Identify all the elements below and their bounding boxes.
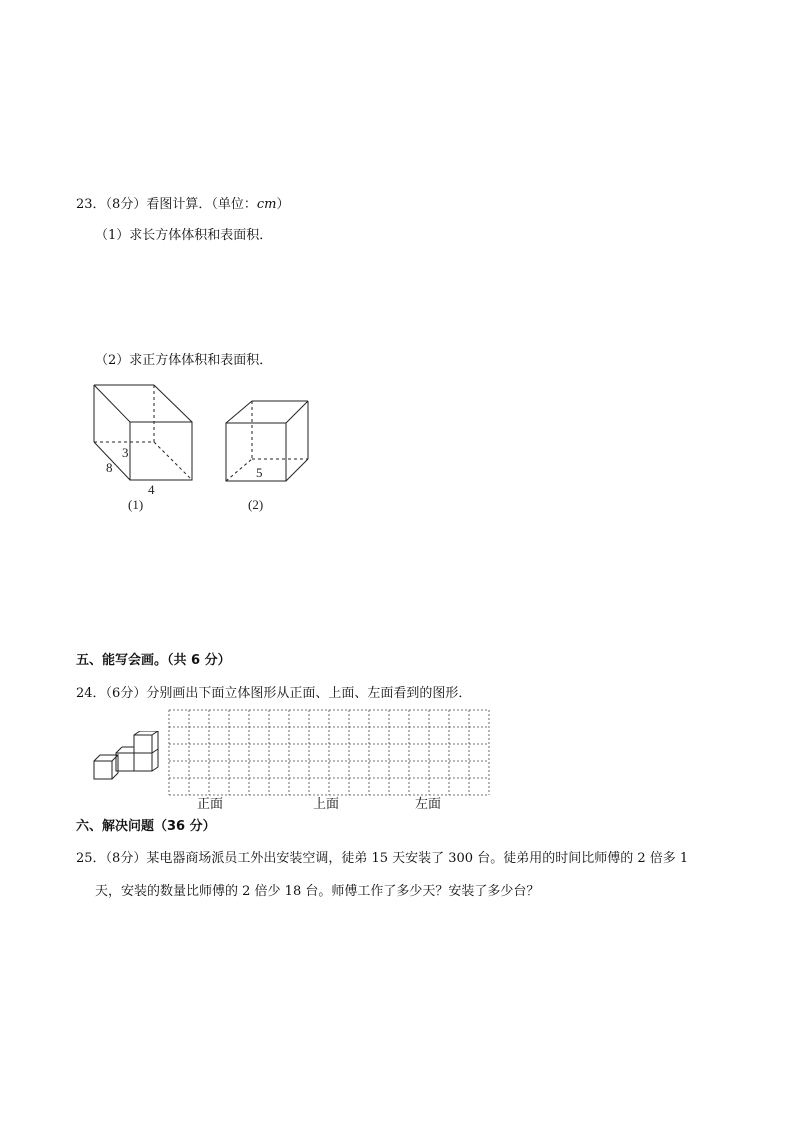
view-label-front: 正面 (197, 797, 224, 812)
cube-caption: (2) (248, 497, 264, 512)
view-label-left: 左面 (415, 797, 442, 812)
q23-part2: （2）求正方体体积和表面积． (95, 353, 273, 368)
section6-title: 六、解决问题（36 分） (76, 819, 216, 834)
cube-figure (222, 397, 314, 517)
cube-edge-label: 5 (256, 465, 263, 480)
q25-line2: 天，安装的数量比师傅的 2 倍少 18 台。师傅工作了多少天？安装了多少台？ (95, 884, 540, 899)
stacked-cubes-figure (92, 731, 164, 783)
q23-stem-text: 23．（8分）看图计算．（单位： (76, 197, 257, 212)
q23-part1: （1）求长方体体积和表面积． (95, 228, 273, 243)
q25-line1: 25．（8分）某电器商场派员工外出安装空调，徒弟 15 天安装了 300 台。徒弟用的时间比师傅的 2 倍多 1 (76, 851, 689, 866)
q24-stem: 24．（6分）分别画出下面立体图形从正面、上面、左面看到的图形． (76, 686, 472, 701)
cuboid-height-label: 3 (122, 445, 129, 460)
q23-stem (76, 196, 289, 214)
drawing-grid[interactable] (168, 709, 490, 797)
cuboid-width-label: 4 (148, 482, 155, 497)
q23-stem-end: ） (276, 197, 290, 212)
cuboid-figure (92, 382, 217, 517)
view-label-top: 上面 (313, 797, 340, 812)
q23-unit: cm (256, 197, 277, 212)
cuboid-depth-label: 8 (106, 460, 113, 475)
section5-title: 五、能写会画。（共 6 分） (76, 653, 231, 668)
cuboid-caption: (1) (128, 497, 144, 512)
